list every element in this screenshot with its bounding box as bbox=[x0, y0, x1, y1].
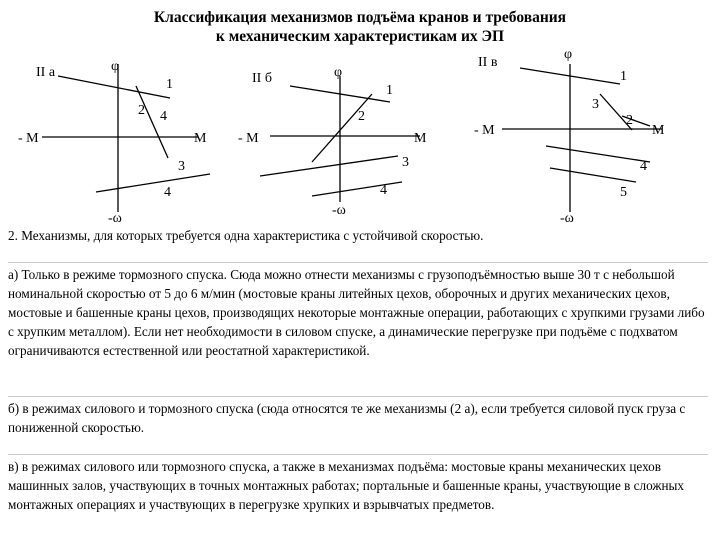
diagram-iiv-curve-label: 2 bbox=[626, 113, 633, 128]
paragraph-a-text: а) Только в режиме тормозного спуска. Сюда можно отнести механизмы с грузоподъёмностью выше 30 т с небольшой номинальной скоростью от 5 до 6 м/мин (мостовые краны литейных цехов, оборочных и других механических цехов, мостовые и башенные краны цехов, производящих некоторые монтажные операции, работающих с хрупкими грузами либо с хрупким металлом). Если нет необходимости в силовом спуске, а динамические перегрузке при подъёме с подхватом ограничиваются естественной или реостатной характеристикой. bbox=[8, 267, 705, 358]
diagram-iia-curve-1 bbox=[58, 76, 170, 98]
diagram-iib-label: II б bbox=[252, 71, 272, 86]
title-line-2: к механическим характеристикам их ЭП bbox=[215, 28, 505, 45]
diagram-iib-curve-label: 3 bbox=[402, 155, 409, 170]
diagram-iib-phi-top: φ bbox=[334, 65, 343, 80]
diagram-iia-curve-label: 3 bbox=[178, 159, 185, 174]
diagram-iib-curve-4 bbox=[312, 182, 402, 196]
diagram-iib-curve-label: 4 bbox=[380, 183, 387, 198]
diagram-iib-curve-label: 1 bbox=[386, 83, 393, 98]
diagram-iib-curve-2 bbox=[312, 94, 372, 162]
diagram-iia-curve-label: 1 bbox=[166, 77, 173, 92]
diagram-iiv-curve-label: 1 bbox=[620, 69, 627, 84]
diagram-iia-axis-right: M bbox=[194, 131, 207, 146]
diagram-iiv-axis-right: M bbox=[652, 123, 665, 138]
diagram-iiv-curve-5 bbox=[550, 168, 636, 182]
diagram-iiv-axis-left: - M bbox=[474, 123, 495, 138]
diagram-iib-axis-left: - M bbox=[238, 131, 259, 146]
paragraph-a bbox=[8, 262, 708, 360]
page-title bbox=[0, 8, 720, 46]
diagram-iiv-label: II в bbox=[478, 55, 498, 70]
diagram-iiv-curve-label: 3 bbox=[592, 97, 599, 112]
section-heading: 2. Механизмы, для которых требуется одна характеристика с устойчивой скоростью. bbox=[8, 228, 484, 243]
diagram-iib-axis-right: M bbox=[414, 131, 427, 146]
diagram-iia-axis-left: - M bbox=[18, 131, 39, 146]
diagram-iia-curve-label: 4 bbox=[164, 185, 171, 200]
diagram-iiv-phi-top: φ bbox=[564, 50, 573, 62]
diagram-iia-phi-top: φ bbox=[111, 59, 120, 74]
diagram-iiv-curve-label: 5 bbox=[620, 185, 627, 200]
diagram-iib-curve-3 bbox=[260, 156, 398, 176]
diagram-iia-curve-4-lower bbox=[96, 174, 210, 192]
title-line-1: Классификация механизмов подъёма кранов и требования bbox=[153, 9, 567, 26]
paragraph-c bbox=[8, 454, 708, 514]
diagram-iiv-phi-bottom: -ω bbox=[560, 211, 574, 226]
paragraph-b bbox=[8, 396, 708, 437]
paragraph-b-text: б) в режимах силового и тормозного спуска (сюда относятся те же механизмы (2 а), если требуется силовой пуск груза с пониженной скоростью. bbox=[8, 401, 686, 435]
diagram-iib-phi-bottom: -ω bbox=[332, 203, 346, 218]
paragraph-c-text: в) в режимах силового или тормозного спуска, а также в механизмах подъёма: мостовые краны механических цехов машинных залов, участвующих в точных монтажных работах; портальные и башенные краны, участвующие в сложных монтажных операциях и участвующих в перегрузке хрупких и взрывчатых предметов. bbox=[8, 459, 684, 512]
diagram-iia-label: II а bbox=[36, 65, 56, 80]
diagram-iiv-curve-label: 4 bbox=[640, 159, 647, 174]
diagram-iib-curve-label: 2 bbox=[358, 109, 365, 124]
diagram-iia-curve-label: 2 bbox=[138, 103, 145, 118]
diagram-iia-phi-bottom: -ω bbox=[108, 211, 122, 226]
characteristics-diagrams bbox=[0, 50, 720, 226]
diagram-iiv-curve-4 bbox=[546, 146, 650, 162]
diagram-iia-curve-label: 4 bbox=[160, 109, 167, 124]
